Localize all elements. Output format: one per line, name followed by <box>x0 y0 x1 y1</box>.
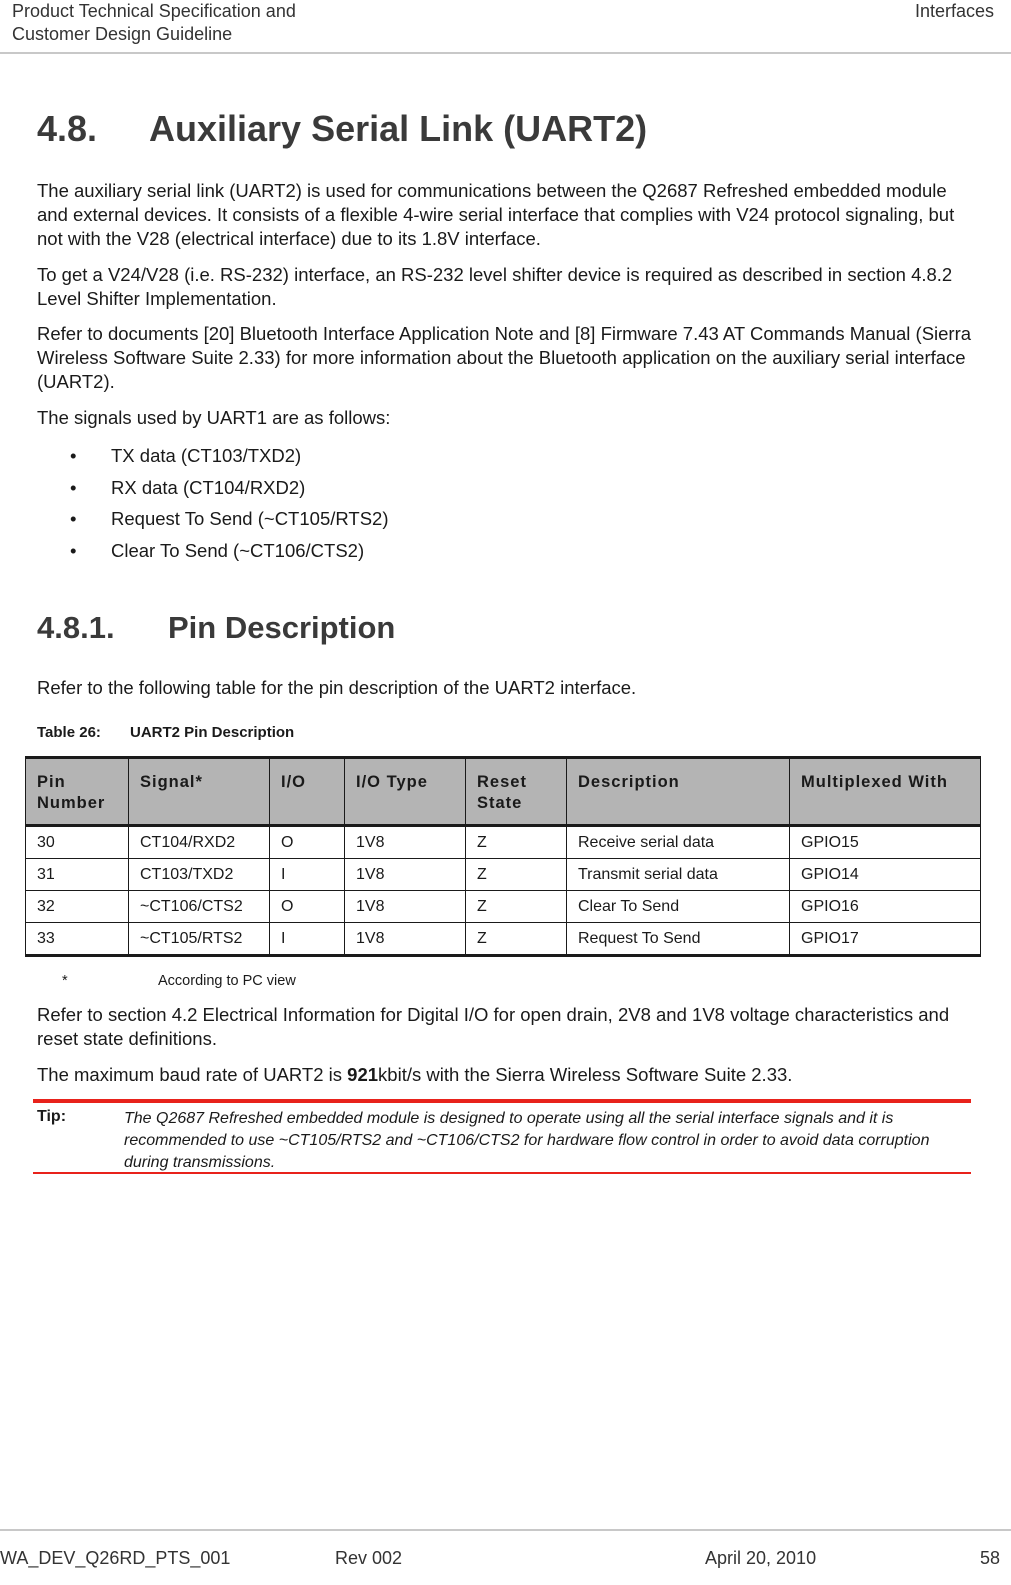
cell-pin-number: 30 <box>26 826 129 859</box>
column-header-description: Description <box>567 758 790 826</box>
section-title: Auxiliary Serial Link (UART2) <box>149 108 648 149</box>
list-item-text: RX data (CT104/RXD2) <box>111 476 306 498</box>
pin-description-table <box>25 756 981 957</box>
table-caption-label: Table 26: <box>37 724 101 741</box>
footnote-text: According to PC view <box>158 973 296 989</box>
footnote-mark: * <box>62 973 68 989</box>
cell-reset-state: Z <box>466 859 567 891</box>
cell-io: O <box>270 826 345 859</box>
table-row <box>26 859 981 891</box>
list-item-text: Clear To Send (~CT106/CTS2) <box>111 540 365 562</box>
baud-value: 921 <box>347 1064 379 1085</box>
cell-io-type: 1V8 <box>345 859 466 891</box>
cell-multiplexed-with: GPIO17 <box>790 923 981 956</box>
page-footer <box>0 1529 1011 1585</box>
bullet-icon: • <box>70 508 77 530</box>
cell-io-type: 1V8 <box>345 826 466 859</box>
page-header <box>0 0 1011 54</box>
footer-date: April 20, 2010 <box>705 1548 817 1568</box>
bullet-icon: • <box>70 445 77 466</box>
column-header-multiplexed-with: Multiplexed With <box>790 758 981 826</box>
cell-reset-state: Z <box>466 891 567 923</box>
column-header-io: I/O <box>270 758 345 826</box>
footer-doc-id: WA_DEV_Q26RD_PTS_001 <box>0 1548 231 1568</box>
subsection-title: Pin Description <box>168 610 396 645</box>
signal-list <box>70 443 388 570</box>
tip-label: Tip: <box>37 1108 67 1125</box>
cell-pin-number: 31 <box>26 859 129 891</box>
baud-suffix: kbit/s with the Sierra Wireless Software Suite 2.33. <box>378 1064 793 1085</box>
cell-description: Receive serial data <box>567 826 790 859</box>
cell-signal: CT103/TXD2 <box>129 859 270 891</box>
cell-signal: CT104/RXD2 <box>129 826 270 859</box>
cell-signal: ~CT106/CTS2 <box>129 891 270 923</box>
table-header-row <box>26 758 981 826</box>
section-number: 4.8. <box>37 108 98 149</box>
column-header-pin-number: Pin Number <box>26 758 129 826</box>
paragraph-intro: The auxiliary serial link (UART2) is used for communications between the Q2687 Refreshed embedded module and external devices. It consists of a flexible 4-wire serial interface that complies with V24 protocol signaling, but not with the V28 (electrical interface) due to its 1.8V interface. <box>37 180 955 249</box>
section-heading <box>37 108 647 150</box>
cell-description: Clear To Send <box>567 891 790 923</box>
cell-pin-number: 32 <box>26 891 129 923</box>
paragraph-signals-intro: The signals used by UART1 are as follows: <box>37 407 391 428</box>
baud-prefix: The maximum baud rate of UART2 is <box>37 1064 348 1085</box>
list-item <box>70 475 388 507</box>
header-title-line-2: Customer Design Guideline <box>12 24 233 44</box>
cell-description: Transmit serial data <box>567 859 790 891</box>
paragraph-table-intro: Refer to the following table for the pin description of the UART2 interface. <box>37 677 637 698</box>
footer-revision: Rev 002 <box>335 1548 403 1568</box>
tip-text: The Q2687 Refreshed embedded module is designed to operate using all the serial interface signals and it is recommended to use ~CT105/RTS2 and ~CT106/CTS2 for hardware flow control in order to avoid data corruption during transmissions. <box>124 1110 930 1171</box>
table-footnote <box>62 973 296 989</box>
paragraph-baud-rate <box>37 1063 972 1087</box>
subsection-heading <box>37 610 395 646</box>
bullet-icon: • <box>70 476 77 498</box>
list-item-text: TX data (CT103/TXD2) <box>111 445 302 466</box>
list-item <box>70 538 388 570</box>
table-row <box>26 826 981 859</box>
cell-io: I <box>270 923 345 956</box>
list-item <box>70 443 388 475</box>
table-caption <box>37 724 294 741</box>
subsection-number: 4.8.1. <box>37 610 115 645</box>
cell-multiplexed-with: GPIO14 <box>790 859 981 891</box>
cell-pin-number: 33 <box>26 923 129 956</box>
bullet-icon: • <box>70 540 77 562</box>
header-section-name: Interfaces <box>914 1 994 21</box>
cell-io: I <box>270 859 345 891</box>
table-row <box>26 891 981 923</box>
column-header-io-type: I/O Type <box>345 758 466 826</box>
cell-multiplexed-with: GPIO15 <box>790 826 981 859</box>
list-item <box>70 506 388 538</box>
tip-box <box>33 1099 971 1174</box>
cell-io: O <box>270 891 345 923</box>
cell-reset-state: Z <box>466 826 567 859</box>
header-doc-title <box>12 0 296 46</box>
table-caption-title: UART2 Pin Description <box>130 724 295 741</box>
cell-io-type: 1V8 <box>345 891 466 923</box>
cell-signal: ~CT105/RTS2 <box>129 923 270 956</box>
footer-page-number: 58 <box>979 1548 1000 1568</box>
cell-multiplexed-with: GPIO16 <box>790 891 981 923</box>
cell-io-type: 1V8 <box>345 923 466 956</box>
paragraph-references: Refer to documents [20] Bluetooth Interface Application Note and [8] Firmware 7.43 AT Commands Manual (Sierra Wireless Software Suite 2.33) for more information about the Bluetooth application on the auxiliary serial interface (UART2). <box>37 323 972 392</box>
cell-reset-state: Z <box>466 923 567 956</box>
list-item-text: Request To Send (~CT105/RTS2) <box>111 508 389 530</box>
column-header-reset-state: Reset State <box>466 758 567 826</box>
header-title-line-1: Product Technical Specification and <box>12 1 296 21</box>
paragraph-electrical-info: Refer to section 4.2 Electrical Information for Digital I/O for open drain, 2V8 and 1V8 voltage characteristics and reset state definitions. <box>37 1004 950 1049</box>
column-header-signal: Signal* <box>129 758 270 826</box>
table-row <box>26 923 981 956</box>
cell-description: Request To Send <box>567 923 790 956</box>
paragraph-level-shifter: To get a V24/V28 (i.e. RS-232) interface, an RS-232 level shifter device is required as described in section 4.8.2 Level Shifter Implementation. <box>37 264 953 309</box>
